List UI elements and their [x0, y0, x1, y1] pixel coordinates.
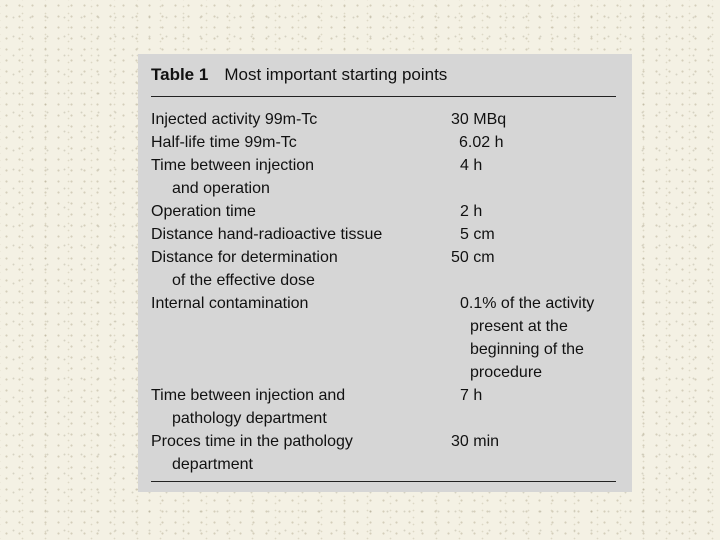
parameter-text: Distance for determination: [151, 249, 338, 266]
table-row: [151, 154, 621, 200]
value-text: beginning of the: [470, 341, 584, 358]
value-text: 2 h: [460, 203, 483, 220]
table-row: [151, 384, 621, 430]
table-title: Most important starting points: [224, 65, 448, 84]
value-text: 30 MBq: [451, 111, 507, 128]
parameter-cell: [151, 384, 451, 430]
table-row: [151, 292, 621, 384]
table-panel: [138, 54, 632, 492]
parameter-cell: [151, 223, 451, 246]
table-row: [151, 108, 621, 131]
value-text: 7 h: [460, 387, 483, 404]
table-label: Table 1: [151, 65, 209, 84]
parameter-cell: [151, 131, 451, 154]
value-text: procedure: [470, 364, 543, 381]
table-row: [151, 200, 621, 223]
parameter-cell: [151, 292, 451, 384]
table-bottom-rule: [151, 481, 616, 482]
parameter-cell: [151, 246, 451, 292]
parameter-text: Internal contamination: [151, 295, 309, 312]
value-cell: [451, 223, 621, 246]
value-cell: [451, 131, 621, 154]
value-cell: [451, 154, 621, 200]
value-text: 50 cm: [451, 249, 495, 266]
value-text: present at the: [470, 318, 568, 335]
parameter-text: Time between injection and: [151, 387, 346, 404]
table-caption: [151, 64, 447, 86]
table-row: [151, 131, 621, 154]
table-row: [151, 246, 621, 292]
table-body: [151, 108, 621, 476]
value-cell: [451, 246, 621, 292]
value-text: 30 min: [451, 433, 500, 450]
parameter-text: Distance hand-radioactive tissue: [151, 226, 383, 243]
table-row: [151, 430, 621, 476]
parameter-text: Half-life time 99m-Tc: [151, 134, 297, 151]
parameter-cell: [151, 154, 451, 200]
value-cell: [451, 292, 621, 384]
value-text: 0.1% of the activity: [460, 295, 595, 312]
parameter-text: Time between injection: [151, 157, 315, 174]
value-text: 6.02 h: [459, 134, 504, 151]
parameter-text: Proces time in the pathology: [151, 433, 353, 450]
table-top-rule: [151, 96, 616, 97]
parameter-text: and operation: [172, 180, 270, 197]
value-text: 5 cm: [460, 226, 495, 243]
value-cell: [451, 108, 621, 131]
table-row: [151, 223, 621, 246]
parameter-text: of the effective dose: [172, 272, 315, 289]
parameter-text: Operation time: [151, 203, 256, 220]
parameter-text: Injected activity 99m-Tc: [151, 111, 318, 128]
parameter-cell: [151, 430, 451, 476]
parameter-text: department: [172, 456, 253, 473]
parameter-text: pathology department: [172, 410, 327, 427]
value-cell: [451, 200, 621, 223]
parameter-cell: [151, 108, 451, 131]
value-cell: [451, 384, 621, 430]
value-text: 4 h: [460, 157, 483, 174]
value-cell: [451, 430, 621, 476]
parameter-cell: [151, 200, 451, 223]
